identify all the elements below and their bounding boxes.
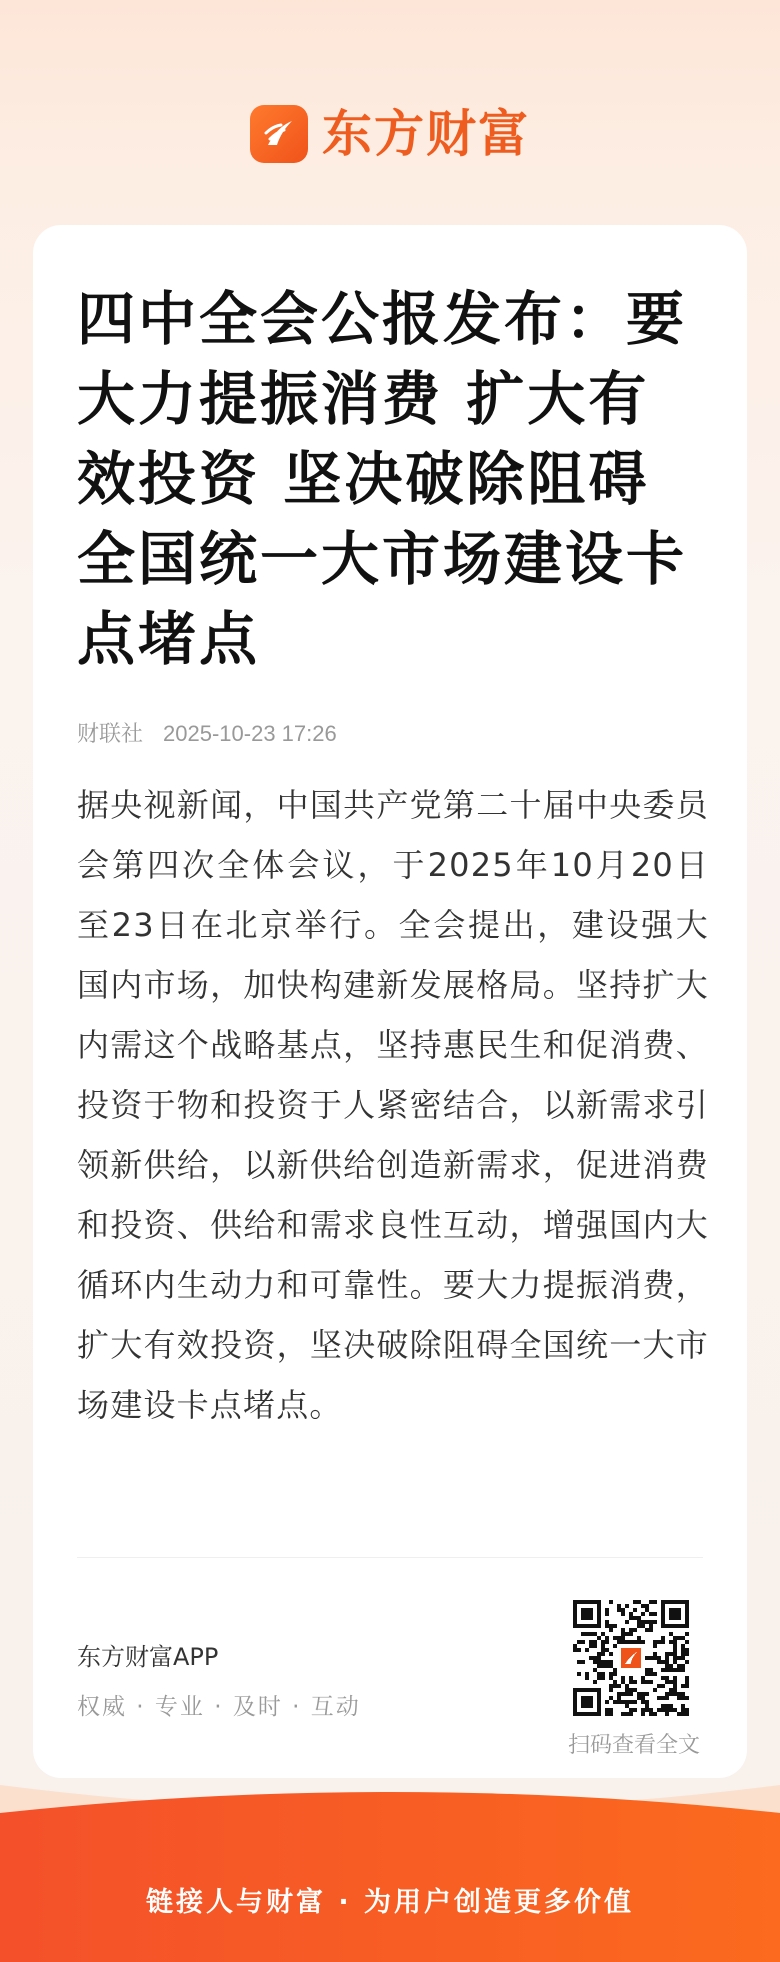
article-source: 财联社 (77, 721, 144, 746)
brand-name: 东方财富 (322, 105, 530, 163)
qr-caption: 扫码查看全文 (567, 1733, 700, 1758)
divider (77, 1557, 703, 1558)
qr-code-icon[interactable] (573, 1600, 689, 1716)
article-body: 据央视新闻，中国共产党第二十届中央委员会第四次全体会议，于2025年10月20日至23日在北京举行。全会提出，建设强大国内市场，加快构建新发展格局。坚持扩大内需这个战略基点，坚持惠民生和促消费、投资于物和投资于人紧密结合，以新需求引领新供给，以新供给创造新需求，促进消费和投资、供给和需求良性互动，增强国内大循环内生动力和可靠性。要大力提振消费，扩大有效投资，坚决破除阻碍全国统一大市场建设卡点堵点。 (77, 786, 709, 1424)
footer-tagline: 链接人与财富 · 为用户创造更多价值 (145, 1887, 635, 1918)
article-title: 四中全会公报发布：要大力提振消费 扩大有效投资 坚决破除阻碍全国统一大市场建设卡点堵点 (77, 285, 688, 673)
app-slogan: 权威 · 专业 · 及时 · 互动 (77, 1694, 361, 1720)
app-name: 东方财富APP (77, 1643, 219, 1671)
eastmoney-logo-icon (250, 105, 308, 163)
article-datetime: 2025-10-23 17:26 (163, 721, 337, 746)
footer-band (0, 1785, 780, 1962)
article-meta (77, 717, 337, 748)
article-card (33, 225, 747, 1778)
brand-header (0, 100, 780, 168)
